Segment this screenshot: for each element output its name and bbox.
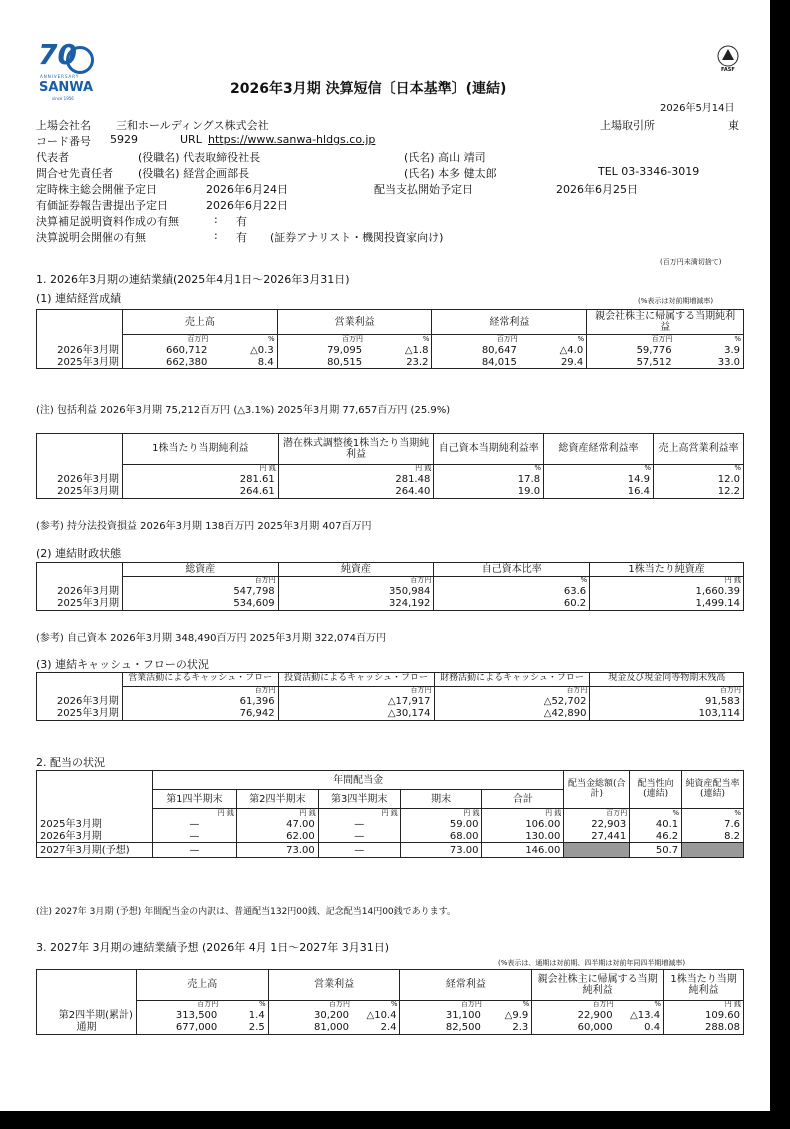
col-empty bbox=[37, 434, 123, 465]
row-label: 2027年3月期(予想) bbox=[37, 843, 153, 858]
logo-name: SANWA bbox=[39, 80, 94, 95]
cell: 1.4 bbox=[220, 1010, 268, 1022]
row-label: 2026年3月期 bbox=[37, 474, 123, 486]
unit-m: 百万円 bbox=[432, 335, 520, 345]
brief-label: 決算説明会開催の有無 bbox=[36, 231, 146, 244]
cell: 288.08 bbox=[664, 1022, 744, 1035]
cell: 660,712 bbox=[122, 344, 210, 356]
cell: 61,396 bbox=[122, 696, 278, 708]
unit-m: 百万円 bbox=[532, 1000, 616, 1010]
col-roe: 自己資本当期純利益率 bbox=[434, 434, 544, 465]
unit-empty bbox=[37, 335, 123, 345]
cell: 14.9 bbox=[544, 474, 654, 486]
cell: — bbox=[152, 843, 236, 858]
col-empty bbox=[37, 970, 137, 1001]
unit-yen: 円 銭 bbox=[122, 464, 278, 474]
col-empty bbox=[37, 563, 123, 577]
row-label: 2025年3月期 bbox=[37, 598, 123, 611]
col-year-end: 期末 bbox=[400, 790, 482, 809]
cell: 22,900 bbox=[532, 1010, 616, 1022]
code-value: 5929 bbox=[110, 133, 138, 146]
col-op-margin: 売上高営業利益率 bbox=[653, 434, 743, 465]
unit-m: 百万円 bbox=[268, 1000, 352, 1010]
row-label: 2025年3月期 bbox=[37, 486, 123, 499]
doc-title: 2026年3月期 決算短信〔日本基準〕(連結) bbox=[230, 81, 507, 97]
div-date: 2026年6月25日 bbox=[556, 183, 638, 196]
cell-gray bbox=[682, 843, 744, 858]
cell: 8.2 bbox=[682, 830, 744, 843]
table-row bbox=[37, 486, 744, 499]
unit-pct: % bbox=[653, 464, 743, 474]
col-ordinary-income: 経常利益 bbox=[432, 310, 587, 335]
financial-position-table bbox=[36, 562, 744, 611]
table-row bbox=[37, 843, 744, 858]
row-label: 2026年3月期 bbox=[37, 344, 123, 356]
url-label: URL bbox=[180, 133, 202, 146]
code-label: コード番号 bbox=[36, 135, 91, 148]
col-op-income: 営業利益 bbox=[277, 310, 432, 335]
unit-m: 百万円 bbox=[122, 576, 278, 586]
cell: 57,512 bbox=[587, 356, 675, 369]
supp-value: 有 bbox=[236, 215, 247, 228]
col-q1: 第1四半期末 bbox=[152, 790, 236, 809]
col-payout: 配当性向(連結) bbox=[630, 771, 682, 809]
unit-yen: 円 銭 bbox=[318, 809, 400, 819]
table-row bbox=[37, 474, 744, 486]
company-name: 三和ホールディングス株式会社 bbox=[116, 119, 269, 132]
unit-yen: 円 銭 bbox=[278, 464, 434, 474]
cell: 62.00 bbox=[236, 830, 318, 843]
dividends-table bbox=[36, 770, 744, 858]
fasf-badge-icon bbox=[715, 44, 741, 74]
table-row bbox=[37, 830, 744, 843]
cell: 534,609 bbox=[122, 598, 278, 611]
logo-ring-icon bbox=[66, 46, 94, 74]
col-roa: 総資産経常利益率 bbox=[544, 434, 654, 465]
exchange: 東 bbox=[728, 119, 739, 132]
row-label: 2025年3月期 bbox=[37, 818, 153, 830]
col-empty bbox=[37, 310, 123, 335]
cell: 81,000 bbox=[268, 1022, 352, 1035]
col-eps: 1株当たり当期純利益 bbox=[664, 970, 744, 1001]
unit-pct: % bbox=[434, 464, 544, 474]
cell: 59.00 bbox=[400, 818, 482, 830]
cell: 547,798 bbox=[122, 586, 278, 598]
unit-m: 百万円 bbox=[136, 1000, 220, 1010]
cell-gray bbox=[564, 843, 630, 858]
rep-title: (役職名) 代表取締役社長 bbox=[138, 151, 261, 164]
row-label: 通期 bbox=[37, 1022, 137, 1035]
table-row bbox=[37, 818, 744, 830]
table-row bbox=[37, 1022, 744, 1035]
col-div-ratio: 純資産配当率(連結) bbox=[682, 771, 744, 809]
cash-flow-table bbox=[36, 672, 744, 721]
cell: 73.00 bbox=[236, 843, 318, 858]
forecast-table bbox=[36, 969, 744, 1035]
col-net-income: 親会社株主に帰属する当期純利益 bbox=[532, 970, 664, 1001]
operating-results-table bbox=[36, 309, 744, 369]
cell: △1.8 bbox=[365, 344, 432, 356]
report-label: 有価証券報告書提出予定日 bbox=[36, 199, 168, 212]
col-q2: 第2四半期末 bbox=[236, 790, 318, 809]
contact-label: 問合せ先責任者 bbox=[36, 167, 113, 180]
cell: △4.0 bbox=[520, 344, 587, 356]
unit-yen: 円 銭 bbox=[152, 809, 236, 819]
unit-yen: 円 銭 bbox=[400, 809, 482, 819]
row-label: 2026年3月期 bbox=[37, 830, 153, 843]
col-total-div: 配当金総額(合計) bbox=[564, 771, 630, 809]
col-annual-dividend: 年間配当金 bbox=[152, 771, 563, 790]
cell: 130.00 bbox=[482, 830, 564, 843]
cell: 677,000 bbox=[136, 1022, 220, 1035]
cell: 80,647 bbox=[432, 344, 520, 356]
col-ordinary-income: 経常利益 bbox=[400, 970, 532, 1001]
unit-m: 百万円 bbox=[590, 686, 744, 696]
cell: 324,192 bbox=[278, 598, 434, 611]
col-op-income: 営業利益 bbox=[268, 970, 400, 1001]
cell: 313,500 bbox=[136, 1010, 220, 1022]
cell: △17,917 bbox=[278, 696, 434, 708]
unit-m: 百万円 bbox=[278, 576, 434, 586]
col-cash-end: 現金及び現金同等物期末残高 bbox=[590, 673, 744, 687]
supp-colon: : bbox=[214, 213, 218, 226]
cell: 30,200 bbox=[268, 1010, 352, 1022]
rep-label: 代表者 bbox=[36, 151, 69, 164]
cell: 60.2 bbox=[434, 598, 590, 611]
section3-title: 3. 2027年 3月期の連結業績予想 (2026年 4月 1日～2027年 3月31日) bbox=[36, 941, 390, 954]
unit-yen: 円 銭 bbox=[590, 576, 744, 586]
brief-note: (証券アナリスト・機関投資家向け) bbox=[270, 231, 444, 244]
cell: 1,660.39 bbox=[590, 586, 744, 598]
cell: 29.4 bbox=[520, 356, 587, 369]
row-label: 第2四半期(累計) bbox=[37, 1010, 137, 1022]
cell: 76,942 bbox=[122, 708, 278, 721]
cell: △0.3 bbox=[210, 344, 277, 356]
brief-value: 有 bbox=[236, 231, 247, 244]
cell: △42,890 bbox=[434, 708, 590, 721]
unit-empty bbox=[37, 1000, 137, 1010]
col-inv-cf: 投資活動によるキャッシュ・フロー bbox=[278, 673, 434, 687]
unit-empty bbox=[37, 464, 123, 474]
table-row bbox=[37, 598, 744, 611]
row-label: 2025年3月期 bbox=[37, 708, 123, 721]
cell: 19.0 bbox=[434, 486, 544, 499]
equity-method-note: (参考) 持分法投資損益 2026年3月期 138百万円 2025年3月期 407百万円 bbox=[36, 521, 372, 532]
cell: 12.2 bbox=[653, 486, 743, 499]
cell: 2.5 bbox=[220, 1022, 268, 1035]
unit-empty bbox=[37, 809, 153, 819]
cell: 63.6 bbox=[434, 586, 590, 598]
cell: 103,114 bbox=[590, 708, 744, 721]
cell: — bbox=[152, 818, 236, 830]
report-date: 2026年5月14日 bbox=[660, 103, 735, 114]
unit-pct: % bbox=[682, 809, 744, 819]
cell: 60,000 bbox=[532, 1022, 616, 1035]
cell: 350,984 bbox=[278, 586, 434, 598]
col-q3: 第3四半期末 bbox=[318, 790, 400, 809]
unit-pct: % bbox=[352, 1000, 400, 1010]
unit-pct: % bbox=[544, 464, 654, 474]
cell: 3.9 bbox=[675, 344, 744, 356]
section1-sub1: (1) 連結経営成績 bbox=[36, 292, 122, 305]
agm-label: 定時株主総会開催予定日 bbox=[36, 183, 157, 196]
sanwa-logo bbox=[36, 40, 96, 102]
cell: 281.61 bbox=[122, 474, 278, 486]
unit-yen: 円 銭 bbox=[482, 809, 564, 819]
cell: 50.7 bbox=[630, 843, 682, 858]
table-row bbox=[37, 356, 744, 369]
table-row bbox=[37, 344, 744, 356]
cell: 662,380 bbox=[122, 356, 210, 369]
cell: 2.3 bbox=[484, 1022, 532, 1035]
section1-sub2: (2) 連結財政状態 bbox=[36, 547, 122, 560]
cell: 22,903 bbox=[564, 818, 630, 830]
cell: — bbox=[152, 830, 236, 843]
cell: △52,702 bbox=[434, 696, 590, 708]
table-row bbox=[37, 1010, 744, 1022]
cell: 146.00 bbox=[482, 843, 564, 858]
cell: △9.9 bbox=[484, 1010, 532, 1022]
rep-name: (氏名) 高山 靖司 bbox=[404, 151, 486, 164]
col-op-cf: 営業活動によるキャッシュ・フロー bbox=[122, 673, 278, 687]
agm-date: 2026年6月24日 bbox=[206, 183, 288, 196]
cell: 46.2 bbox=[630, 830, 682, 843]
section2-title: 2. 配当の状況 bbox=[36, 756, 105, 769]
contact-title: (役職名) 経営企画部長 bbox=[138, 167, 250, 180]
col-diluted-eps: 潜在株式調整後1株当たり当期純利益 bbox=[278, 434, 434, 465]
cell: 40.1 bbox=[630, 818, 682, 830]
comprehensive-income-note: (注) 包括利益 2026年3月期 75,212百万円 (△3.1%) 2025年3月期 77,657百万円 (25.9%) bbox=[36, 405, 451, 416]
cell: 80,515 bbox=[277, 356, 365, 369]
unit-m: 百万円 bbox=[122, 686, 278, 696]
fasf-label: FASF bbox=[721, 67, 735, 73]
table-row bbox=[37, 696, 744, 708]
cell: 1,499.14 bbox=[590, 598, 744, 611]
cell: 23.2 bbox=[365, 356, 432, 369]
cell: 31,100 bbox=[400, 1010, 484, 1022]
col-sales: 売上高 bbox=[122, 310, 277, 335]
unit-pct: % bbox=[484, 1000, 532, 1010]
own-capital-note: (参考) 自己資本 2026年3月期 348,490百万円 2025年3月期 322,074百万円 bbox=[36, 633, 387, 644]
unit-pct: % bbox=[220, 1000, 268, 1010]
section1-pct-note: (%表示は対前期増減率) bbox=[638, 297, 714, 305]
col-eps: 1株当たり当期純利益 bbox=[122, 434, 278, 465]
cell: 264.61 bbox=[122, 486, 278, 499]
supp-label: 決算補足説明資料作成の有無 bbox=[36, 215, 179, 228]
unit-yen: 円 銭 bbox=[664, 1000, 744, 1010]
cell: 27,441 bbox=[564, 830, 630, 843]
section1-sub3: (3) 連結キャッシュ・フローの状況 bbox=[36, 658, 209, 671]
unit-pct: % bbox=[616, 1000, 664, 1010]
row-label: 2026年3月期 bbox=[37, 586, 123, 598]
cell: 79,095 bbox=[277, 344, 365, 356]
unit-empty bbox=[37, 576, 123, 586]
contact-name: (氏名) 本多 健太郎 bbox=[404, 167, 497, 180]
col-total-assets: 総資産 bbox=[122, 563, 278, 577]
unit-pct: % bbox=[210, 335, 277, 345]
logo-number: 70 bbox=[38, 38, 77, 71]
cell: 16.4 bbox=[544, 486, 654, 499]
logo-since: since 1956 bbox=[52, 96, 74, 101]
cell: 73.00 bbox=[400, 843, 482, 858]
cell: 17.8 bbox=[434, 474, 544, 486]
cell: △30,174 bbox=[278, 708, 434, 721]
row-label: 2026年3月期 bbox=[37, 696, 123, 708]
cell: 33.0 bbox=[675, 356, 744, 369]
bottom-border-bar bbox=[0, 1111, 790, 1129]
col-total: 合計 bbox=[482, 790, 564, 809]
cell: — bbox=[318, 818, 400, 830]
table-row bbox=[37, 708, 744, 721]
row-label: 2025年3月期 bbox=[37, 356, 123, 369]
cell: — bbox=[318, 843, 400, 858]
col-empty bbox=[37, 673, 123, 687]
col-fin-cf: 財務活動によるキャッシュ・フロー bbox=[434, 673, 590, 687]
cell: 8.4 bbox=[210, 356, 277, 369]
unit-m: 百万円 bbox=[434, 686, 590, 696]
unit-pct: % bbox=[520, 335, 587, 345]
div-label: 配当支払開始予定日 bbox=[374, 183, 473, 196]
col-equity-ratio: 自己資本比率 bbox=[434, 563, 590, 577]
unit-m: 百万円 bbox=[278, 686, 434, 696]
company-url-link[interactable]: https://www.sanwa-hldgs.co.jp bbox=[208, 133, 376, 146]
cell: 264.40 bbox=[278, 486, 434, 499]
cell: 281.48 bbox=[278, 474, 434, 486]
unit-pct: % bbox=[365, 335, 432, 345]
col-net-assets: 純資産 bbox=[278, 563, 434, 577]
exchange-label: 上場取引所 bbox=[600, 119, 655, 132]
brief-colon: : bbox=[214, 229, 218, 242]
company-name-label: 上場会社名 bbox=[36, 119, 91, 132]
right-border-bar bbox=[770, 0, 790, 1129]
unit-m: 百万円 bbox=[400, 1000, 484, 1010]
cell: 82,500 bbox=[400, 1022, 484, 1035]
table-row bbox=[37, 586, 744, 598]
cell: 109.60 bbox=[664, 1010, 744, 1022]
col-empty bbox=[37, 771, 153, 809]
cell: 68.00 bbox=[400, 830, 482, 843]
section1-title: 1. 2026年3月期の連結業績(2025年4月1日～2026年3月31日) bbox=[36, 273, 350, 286]
unit-empty bbox=[37, 686, 123, 696]
cell: △10.4 bbox=[352, 1010, 400, 1022]
dividend-note: (注) 2027年 3月期 (予想) 年間配当金の内訳は、普通配当132円00銭、記念配当14円00銭であります。 bbox=[36, 907, 456, 917]
cell: — bbox=[318, 830, 400, 843]
cell: 0.4 bbox=[616, 1022, 664, 1035]
rounding-note: (百万円未満切捨て) bbox=[660, 258, 722, 266]
logo-sub: ANNIVERSARY bbox=[40, 74, 80, 79]
unit-m: 百万円 bbox=[564, 809, 630, 819]
cell: 47.00 bbox=[236, 818, 318, 830]
cell: 59,776 bbox=[587, 344, 675, 356]
cell: 84,015 bbox=[432, 356, 520, 369]
col-bps: 1株当たり純資産 bbox=[590, 563, 744, 577]
per-share-table bbox=[36, 433, 744, 499]
col-net-income: 親会社株主に帰属する当期純利益 bbox=[587, 310, 744, 335]
cell: 106.00 bbox=[482, 818, 564, 830]
col-sales: 売上高 bbox=[136, 970, 268, 1001]
report-submit-date: 2026年6月22日 bbox=[206, 199, 288, 212]
cell: 2.4 bbox=[352, 1022, 400, 1035]
unit-yen: 円 銭 bbox=[236, 809, 318, 819]
unit-pct: % bbox=[630, 809, 682, 819]
section3-pct-note: (%表示は、通期は対前期、四半期は対前年同四半期増減率) bbox=[498, 959, 686, 967]
cell: △13.4 bbox=[616, 1010, 664, 1022]
unit-pct: % bbox=[675, 335, 744, 345]
cell: 7.6 bbox=[682, 818, 744, 830]
cell: 12.0 bbox=[653, 474, 743, 486]
unit-m: 百万円 bbox=[587, 335, 675, 345]
cell: 91,583 bbox=[590, 696, 744, 708]
unit-m: 百万円 bbox=[277, 335, 365, 345]
unit-m: 百万円 bbox=[122, 335, 210, 345]
tel: TEL 03-3346-3019 bbox=[598, 165, 700, 178]
unit-pct: % bbox=[434, 576, 590, 586]
